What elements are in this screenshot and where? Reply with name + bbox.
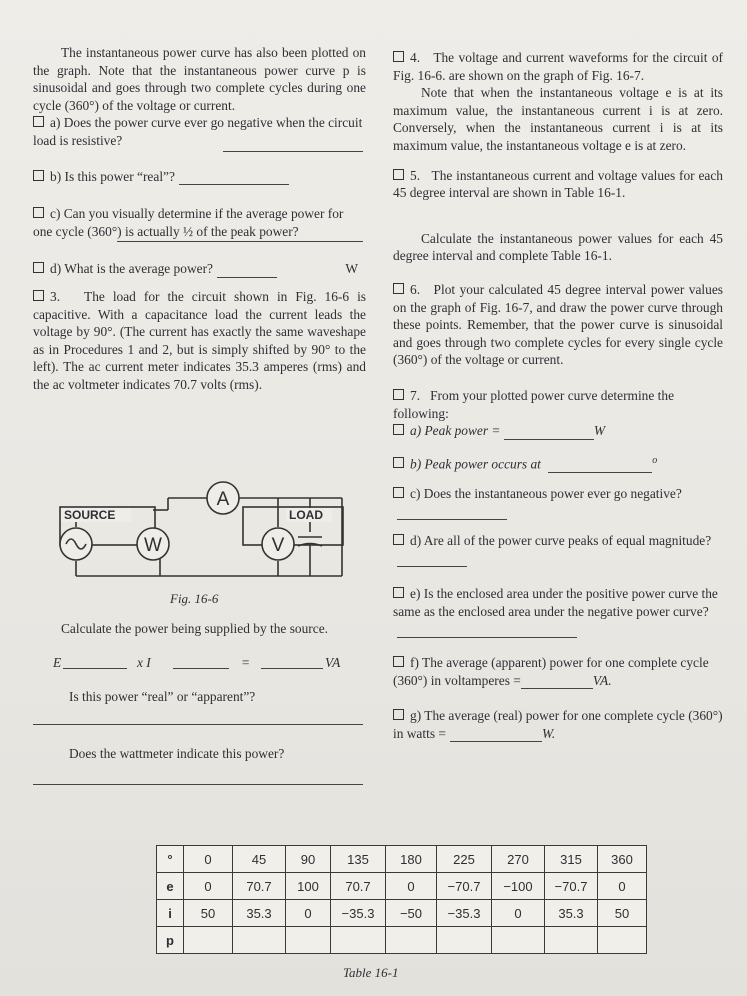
- table-cell: 135: [331, 846, 386, 873]
- intro-paragraph: The instantaneous power curve has also been plotted on the graph. Note that the instantaneous power curve p is sinusoidal and goes through two complete cycles during one cycle (360°) of the voltage or current.: [33, 45, 366, 113]
- load-label: LOAD: [289, 508, 323, 522]
- checkbox-7a[interactable]: [393, 424, 404, 435]
- checkbox-4[interactable]: [393, 51, 404, 62]
- power-input-cell[interactable]: [331, 927, 386, 954]
- table-cell: −50: [386, 900, 437, 927]
- table-cell: 50: [184, 900, 233, 927]
- checkbox-c[interactable]: [33, 207, 44, 218]
- question-7c-text: c) Does the instantaneous power ever go negative?: [410, 485, 682, 501]
- power-input-cell[interactable]: [492, 927, 545, 954]
- right-column: [393, 49, 723, 742]
- answer-blank-7f[interactable]: [521, 688, 593, 689]
- power-input-cell[interactable]: [386, 927, 437, 954]
- question-b: [33, 168, 366, 186]
- table-cell: −100: [492, 873, 545, 900]
- answer-blank-7c[interactable]: [397, 519, 507, 520]
- wattmeter-question: Does the wattmeter indicate this power?: [69, 746, 285, 762]
- table-cell: 315: [545, 846, 598, 873]
- question-a: [33, 114, 366, 151]
- question-7b-text: b) Peak power occurs at: [410, 456, 541, 472]
- question-b-text: b) Is this power “real”?: [50, 168, 175, 184]
- table-cell: 50: [598, 900, 647, 927]
- item-3-number: 3.: [50, 288, 61, 304]
- question-a-text: a) Does the power curve ever go negative when the circuit load is resistive?: [33, 115, 363, 148]
- table-row: [157, 900, 647, 927]
- unit-7f: VA.: [592, 672, 612, 688]
- answer-blank-b[interactable]: [179, 184, 289, 185]
- question-c-text: c) Can you visually determine if the average power for one cycle (360°) is actually ½ of the peak power?: [33, 206, 344, 239]
- checkbox-7b[interactable]: [393, 457, 404, 468]
- row-label: p: [157, 927, 184, 954]
- checkbox-7g[interactable]: [393, 709, 404, 720]
- item-4-text: The voltage and current waveforms for the circuit of Fig. 16-6. are shown on the graph of Fig. 16-7.: [393, 50, 723, 83]
- item-4: [393, 49, 723, 84]
- power-input-cell[interactable]: [233, 927, 286, 954]
- table-cell: 360: [598, 846, 647, 873]
- table-cell: 0: [184, 873, 233, 900]
- table-row: [157, 873, 647, 900]
- eq-va-blank[interactable]: [261, 654, 323, 669]
- table-cell: 225: [437, 846, 492, 873]
- unit-7a: W: [593, 423, 605, 439]
- power-input-cell[interactable]: [545, 927, 598, 954]
- left-column: [33, 44, 366, 394]
- table-caption: Table 16-1: [343, 965, 399, 980]
- table-cell: 45: [233, 846, 286, 873]
- answer-blank-7d[interactable]: [397, 566, 467, 567]
- table-cell: 0: [492, 900, 545, 927]
- data-table-container: [156, 845, 647, 954]
- question-7g: [393, 707, 723, 742]
- table-cell: 100: [286, 873, 331, 900]
- checkbox-7[interactable]: [393, 389, 404, 400]
- checkbox-6[interactable]: [393, 283, 404, 294]
- question-7d: [393, 532, 723, 567]
- item-5-number: 5.: [410, 167, 421, 183]
- table-row: [157, 927, 647, 954]
- checkbox-7e[interactable]: [393, 587, 404, 598]
- power-input-cell[interactable]: [286, 927, 331, 954]
- table-row: [157, 846, 647, 873]
- unit-w: W: [345, 261, 358, 277]
- question-7f: [393, 654, 723, 689]
- item-7-number: 7.: [410, 387, 421, 403]
- checkbox-d[interactable]: [33, 262, 44, 273]
- unit-7g: W.: [541, 725, 556, 741]
- figure-caption: Fig. 16-6: [170, 591, 219, 606]
- table-cell: 180: [386, 846, 437, 873]
- question-7g-text: g) The average (real) power for one complete cycle (360°) in watts =: [393, 708, 723, 741]
- answer-blank-c[interactable]: [117, 240, 363, 242]
- checkbox-7d[interactable]: [393, 534, 404, 545]
- eq-equals: =: [241, 654, 251, 670]
- source-label: SOURCE: [64, 508, 116, 522]
- checkbox-3[interactable]: [33, 290, 44, 301]
- table-cell: 35.3: [233, 900, 286, 927]
- answer-blank-7g[interactable]: [450, 741, 542, 742]
- table-cell: −35.3: [331, 900, 386, 927]
- row-label: e: [157, 873, 184, 900]
- question-7f-text: f) The average (apparent) power for one complete cycle (360°) in voltamperes =: [393, 654, 709, 688]
- eq-va-unit: VA: [325, 654, 341, 670]
- table-cell: 70.7: [331, 873, 386, 900]
- item-4-note: Note that when the instantaneous voltage e is at its maximum value, the instantaneous current i is at zero. Conversely, when the instantaneous current i is at its maximum value, the instantaneous voltage e is at zero.: [393, 85, 723, 153]
- ammeter-label: A: [216, 489, 230, 510]
- table-cell: 0: [386, 873, 437, 900]
- row-label: °: [157, 846, 184, 873]
- eq-e-blank[interactable]: [63, 654, 127, 669]
- answer-blank-7e[interactable]: [397, 637, 577, 638]
- question-7a-text: a) Peak power =: [410, 423, 501, 439]
- item-6-number: 6.: [410, 281, 421, 297]
- answer-blank-a[interactable]: [223, 150, 363, 152]
- voltmeter-label: V: [271, 535, 285, 556]
- wattmeter-label: W: [144, 535, 162, 556]
- power-equation: [33, 654, 366, 672]
- power-input-cell[interactable]: [184, 927, 233, 954]
- item-5: [393, 167, 723, 202]
- answer-blank-7a[interactable]: [504, 439, 594, 440]
- degree-7b: o: [652, 454, 658, 466]
- item-3: [33, 288, 366, 394]
- checkbox-7c[interactable]: [393, 487, 404, 498]
- eq-i-blank[interactable]: [173, 654, 229, 669]
- question-7a: [393, 422, 723, 440]
- table-cell: 90: [286, 846, 331, 873]
- table-cell: −70.7: [437, 873, 492, 900]
- item-4-number: 4.: [410, 50, 421, 65]
- table-cell: −70.7: [545, 873, 598, 900]
- question-c: [33, 205, 366, 242]
- data-table: [156, 845, 647, 954]
- question-7d-text: d) Are all of the power curve peaks of equal magnitude?: [410, 532, 712, 548]
- question-7b: [393, 452, 723, 473]
- wattmeter-blank[interactable]: [33, 783, 363, 785]
- power-input-cell[interactable]: [437, 927, 492, 954]
- table-cell: 0: [286, 900, 331, 927]
- left-column-lower: [33, 620, 366, 785]
- item-5-calc: Calculate the instantaneous power values for each 45 degree interval and complete Table 16-1.: [393, 230, 723, 264]
- table-cell: 0: [184, 846, 233, 873]
- row-label: i: [157, 900, 184, 927]
- eq-x-label: x I: [137, 654, 151, 670]
- question-d: [33, 260, 366, 278]
- question-d-text: d) What is the average power?: [50, 261, 213, 277]
- table-cell: 35.3: [545, 900, 598, 927]
- question-7e: [393, 585, 723, 638]
- item-7-text: From your plotted power curve determine the following:: [393, 387, 675, 421]
- item-3-text: The load for the circuit shown in Fig. 16-6 is capacitive. With a capacitance load the current leads the voltage by 90°. (The current has exactly the same waveshape as in Procedures 1 and 2, but is simply shifted by 90° to the left). The ac current meter indicates 35.3 amperes (rms) and the ac voltmeter indicates 70.7 volts (rms).: [33, 288, 367, 392]
- checkbox-5[interactable]: [393, 169, 404, 180]
- circuit-diagram: [58, 480, 348, 590]
- item-6: [393, 281, 723, 369]
- question-7e-text: e) Is the enclosed area under the positive power curve the same as the enclosed area under the negative power curve?: [393, 586, 718, 619]
- checkbox-a[interactable]: [33, 116, 44, 127]
- checkbox-7f[interactable]: [393, 656, 404, 667]
- answer-blank-7b[interactable]: [548, 472, 652, 473]
- item-5-text: The instantaneous current and voltage values for each 45 degree interval are shown in Table 16-1.: [393, 167, 723, 201]
- calc-power-text: Calculate the power being supplied by the source.: [61, 621, 328, 636]
- table-cell: 270: [492, 846, 545, 873]
- question-7c: [393, 485, 723, 520]
- power-input-cell[interactable]: [598, 927, 647, 954]
- item-7: [393, 387, 723, 422]
- real-apparent-question: Is this power “real” or “apparent”?: [69, 688, 256, 704]
- answer-blank-d[interactable]: [217, 277, 277, 278]
- table-cell: 0: [598, 873, 647, 900]
- table-cell: 70.7: [233, 873, 286, 900]
- eq-e-label: E: [53, 654, 62, 670]
- item-6-text: Plot your calculated 45 degree interval power values on the graph of Fig. 16-7, and draw the power curve through these points. Remember, that the power curve is sinusoidal and goes through two complete cycles for every single cycle (360°) of the voltage or current.: [393, 281, 723, 368]
- checkbox-b[interactable]: [33, 170, 44, 181]
- table-cell: −35.3: [437, 900, 492, 927]
- real-apparent-blank[interactable]: [33, 723, 363, 725]
